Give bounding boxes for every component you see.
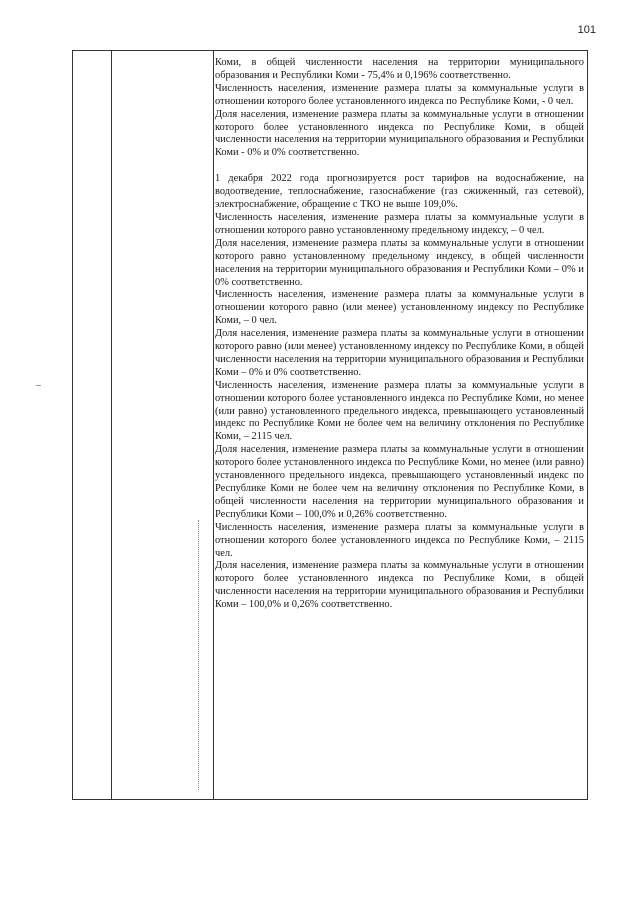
paragraph-9: Численность населения, изменение размера платы за коммунальные услуги в отношении которого более установленного индекса по Республике Коми, но менее (или равно) установленного предельного индекса, превышающего установленный индекс по Республике Коми не более чем на величину отклонения по Республике Коми, – 2115 чел. [215, 379, 584, 443]
paragraph-12: Доля населения, изменение размера платы за коммунальные услуги в отношении которого более установленного индекса по Республике Коми, в общей численности населения на территории муниципального образования и Республики Коми – 100,0% и 0,26% соответственно. [215, 560, 584, 611]
scan-dotted-line [198, 520, 199, 790]
paragraph-6: Доля населения, изменение размера платы за коммунальные услуги в отношении которого равно установленному предельному индексу, в общей численности населения на территории муниципального образования и Республики Коми – 0% и 0% соответственно. [215, 237, 584, 288]
paragraph-10: Доля населения, изменение размера платы за коммунальные услуги в отношении которого более установленного индекса по Республике Коми, но менее (или равно) установленного предельного индекса, превышающего установленный индекс по Республике Коми не более чем на величину отклонения по Республике Коми, в общей численности населения на территории муниципального образования и Республики Коми – 100,0% и 0,26% соответственно. [215, 444, 584, 520]
paragraph-3: Доля населения, изменение размера платы за коммунальные услуги в отношении которого более установленного индекса по Республике Коми, в общей численности населения на территории муниципального образования и Республики Коми - 0% и 0% соответственно. [215, 108, 584, 159]
description-cell [215, 57, 584, 612]
paragraph-8: Доля населения, изменение размера платы за коммунальные услуги в отношении которого равно (или менее) установленному индексу по Республике Коми, в общей численности населения на территории муниципального образования и Республики Коми – 0% и 0% соответственно. [215, 328, 584, 378]
paragraph-5: Численность населения, изменение размера платы за коммунальные услуги в отношении которого равно установленному предельному индексу, – 0 чел. [215, 211, 584, 236]
page-number: 101 [577, 24, 596, 36]
paragraph-7: Численность населения, изменение размера платы за коммунальные услуги в отношении которого равно (или менее) установленному индексу по Республике Коми, – 0 чел. [215, 289, 584, 327]
column-divider-2 [213, 51, 214, 799]
column-divider-1 [111, 51, 112, 799]
paragraph-1: Коми, в общей численности населения на территории муниципального образования и Республики Коми - 75,4% и 0,196% соответственно. [215, 57, 584, 81]
paragraph-4: 1 декабря 2022 года прогнозируется рост тарифов на водоснабжение, на водоотведение, теплоснабжение, газоснабжение (газ сжиженный, газ сетевой), электроснабжение, обращение с ТКО не выше 109,0%. [215, 173, 584, 211]
scan-mark [36, 385, 41, 386]
paragraph-11: Численность населения, изменение размера платы за коммунальные услуги в отношении которого более установленного индекса по Республике Коми, – 2115 чел. [215, 521, 584, 559]
paragraph-2: Численность населения, изменение размера платы за коммунальные услуги в отношении которого более установленного индекса по Республике Коми, - 0 чел. [215, 82, 584, 107]
